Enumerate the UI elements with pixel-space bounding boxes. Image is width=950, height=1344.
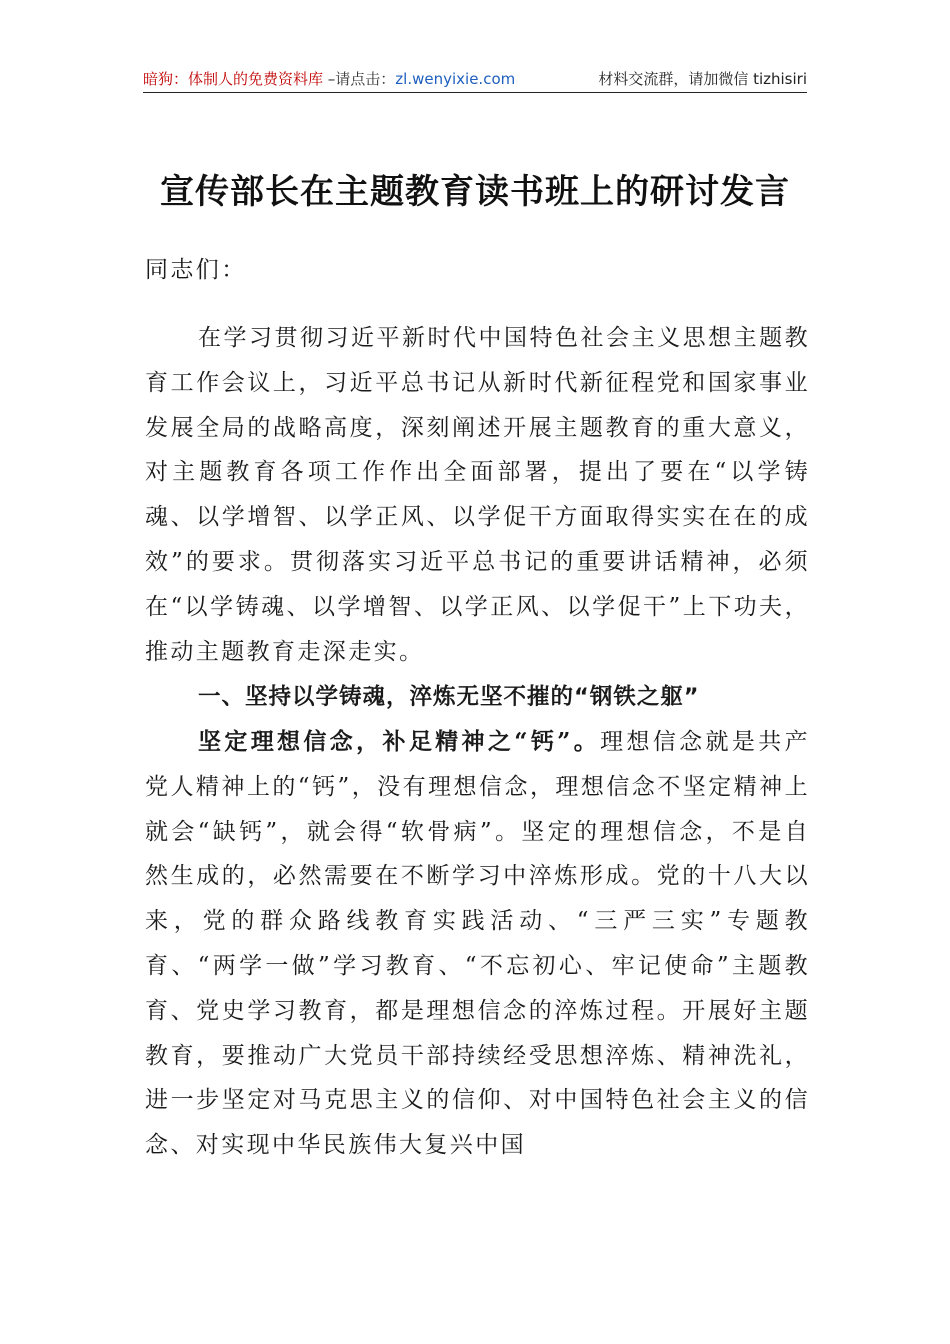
header-brand: 暗狗：体制人的免费资料库 [143,70,324,88]
page-header [143,68,807,93]
greeting: 同志们： [145,257,247,283]
section-heading-1: 一、坚持以学铸魂，淬炼无坚不摧的“钢铁之躯” [198,684,700,710]
paragraph-2-body: 理想信念就是共产党人精神上的“钙”，没有理想信念，理想信念不坚定精神上就会“缺钙”，就会得“软骨病”。坚定的理想信念，不是自然生成的，必然需要在不断学习中淬炼形成。党的十八大以来，党的群众路线教育实践活动、“三严三实”专题教育、“两学一做”学习教育、“不忘初心、牢记使命”主题教育、党史学习教育，都是理想信念的淬炼过程。开展好主题教育，要推动广大党员干部持续经受思想淬炼、精神洗礼，进一步坚定对马克思主义的信仰、对中国特色社会主义的信念、对实现中华民族伟大复兴中国 [145,729,811,1159]
header-contact-text: 材料交流群，请加微信 tizhisiri [598,70,807,88]
header-url-link[interactable]: zl.wenyixie.com [395,70,516,88]
paragraph-2-lead: 坚定理想信念，补足精神之“钙”。 [198,728,601,755]
paragraph-1: 在学习贯彻习近平新时代中国特色社会主义思想主题教育工作会议上，习近平总书记从新时代新征程党和国家事业发展全局的战略高度，深刻阐述开展主题教育的重大意义，对主题教育各项工作作出全面部署，提出了要在“以学铸魂、以学增智、以学正风、以学促干方面取得实实在在的成效”的要求。贯彻落实习近平总书记的重要讲话精神，必须在“以学铸魂、以学增智、以学正风、以学促干”上下功夫，推动主题教育走深走实。 [145,325,810,665]
paragraph-2 [145,720,810,1168]
document-title: 宣传部长在主题教育读书班上的研讨发言 [160,172,790,212]
header-link-label: –请点击： [323,70,396,88]
